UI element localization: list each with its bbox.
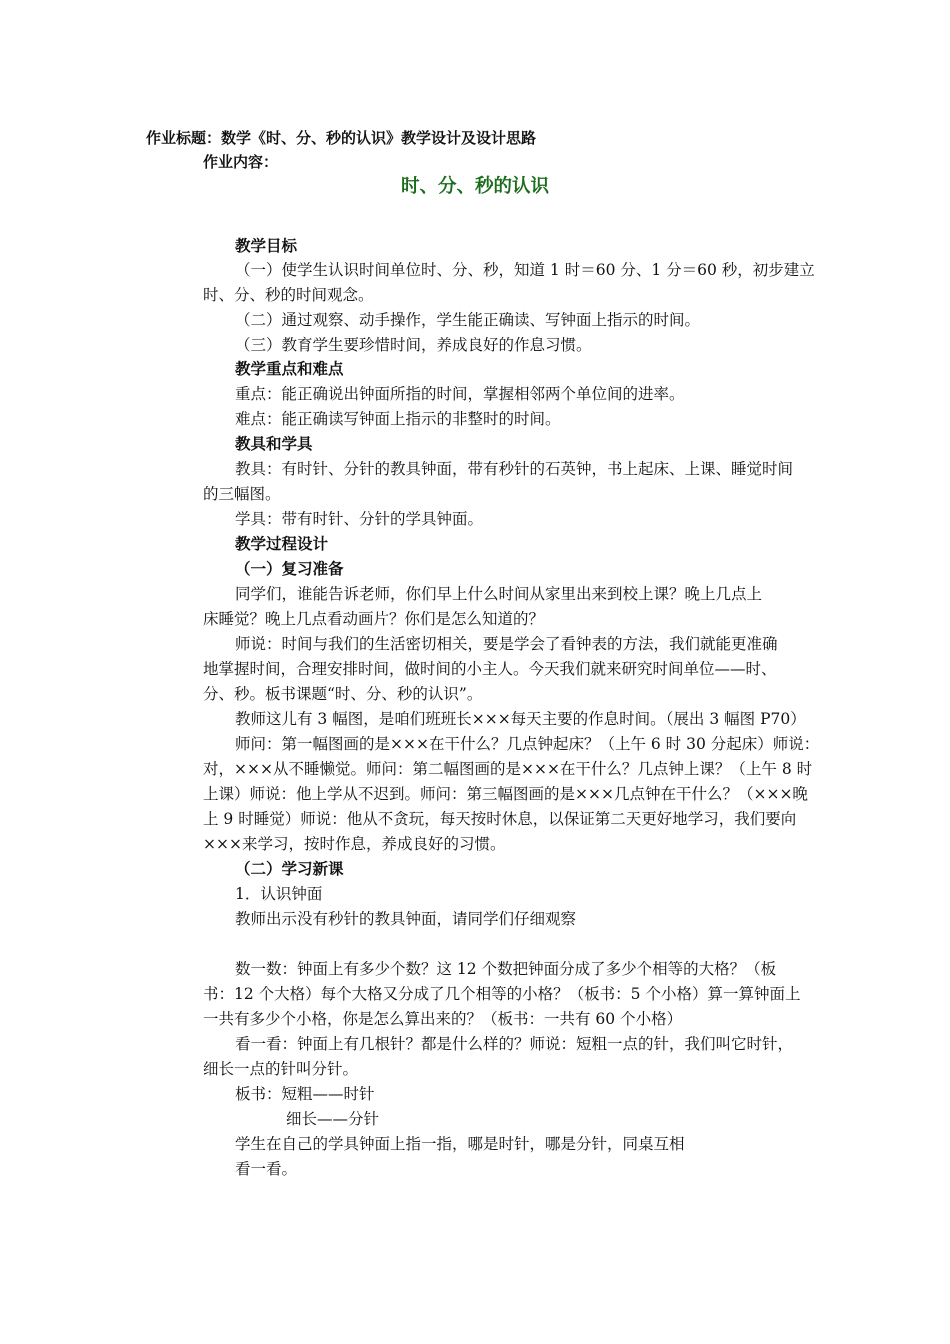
objective-3: （三）教育学生要珍惜时间，养成良好的作息习惯。 bbox=[235, 336, 592, 354]
review-p4-line-1: 师问：第一幅图画的是×××在干什么？几点钟起床？（上午 6 时 30 分起床）师说： bbox=[235, 735, 820, 753]
teacher-tools-line-1: 教具：有时针、分针的教具钟面，带有秒针的石英钟，书上起床、上课、睡觉时间 bbox=[235, 460, 794, 478]
objective-1-line-2: 时、分、秒的时间观念。 bbox=[203, 286, 374, 304]
difficulty-point: 难点：能正确读写钟面上指示的非整时的时间。 bbox=[235, 410, 561, 428]
new-lesson-heading: （二）学习新课 bbox=[235, 859, 344, 878]
new-lesson-p4-line-2: 看一看。 bbox=[235, 1160, 298, 1178]
review-p2-line-1: 师说：时间与我们的生活密切相关，要是学会了看钟表的方法，我们就能更准确 bbox=[235, 635, 778, 653]
review-p1-line-1: 同学们，谁能告诉老师，你们早上什么时间从家里出来到校上课？晚上几点上 bbox=[235, 585, 763, 603]
review-p4-line-5: ×××来学习，按时作息，养成良好的习惯。 bbox=[203, 835, 506, 853]
review-p4-line-4: 上 9 时睡觉）师说：他从不贪玩，每天按时休息，以保证第二天更好地学习，我们要向 bbox=[203, 810, 797, 828]
new-lesson-p2-line-3: 一共有多少个小格，你是怎么算出来的？（板书：一共有 60 个小格） bbox=[203, 1010, 683, 1028]
board-note-2: 细长——分针 bbox=[286, 1110, 380, 1128]
review-p3: 教师这儿有 3 幅图，是咱们班班长×××每天主要的作息时间。（展出 3 幅图 P70） bbox=[235, 710, 806, 728]
assignment-title: 作业标题：数学《时、分、秒的认识》教学设计及设计思路 bbox=[146, 129, 537, 147]
new-lesson-sub-1: 1．认识钟面 bbox=[235, 885, 323, 903]
tools-heading: 教具和学具 bbox=[235, 434, 313, 453]
objective-2: （二）通过观察、动手操作，学生能正确读、写钟面上指示的时间。 bbox=[235, 311, 701, 329]
key-point: 重点：能正确说出钟面所指的时间，掌握相邻两个单位间的进率。 bbox=[235, 385, 685, 403]
review-heading: （一）复习准备 bbox=[235, 559, 344, 578]
key-points-heading: 教学重点和难点 bbox=[235, 359, 344, 378]
student-tools: 学具：带有时针、分针的学具钟面。 bbox=[235, 510, 484, 528]
review-p1-line-2: 床睡觉？晚上几点看动画片？你们是怎么知道的？ bbox=[203, 610, 545, 628]
review-p4-line-3: 上课）师说：他上学从不迟到。师问：第三幅图画的是×××几点钟在干什么？（×××晚 bbox=[203, 785, 808, 803]
board-note-1: 板书：短粗——时针 bbox=[235, 1085, 375, 1103]
teacher-tools-line-2: 的三幅图。 bbox=[203, 485, 281, 503]
review-p4-line-2: 对，×××从不睡懒觉。师问：第二幅图画的是×××在干什么？几点钟上课？（上午 8 时 bbox=[203, 760, 813, 778]
new-lesson-p3-line-2: 细长一点的针叫分针。 bbox=[203, 1060, 359, 1078]
document-title: 时、分、秒的认识 bbox=[400, 176, 549, 197]
review-p2-line-2: 地掌握时间，合理安排时间，做时间的小主人。今天我们就来研究时间单位——时、 bbox=[203, 660, 777, 678]
objectives-heading: 教学目标 bbox=[235, 236, 298, 255]
new-lesson-p1: 教师出示没有秒针的教具钟面，请同学们仔细观察 bbox=[235, 910, 577, 928]
objective-1-line-1: （一）使学生认识时间单位时、分、秒，知道 1 时＝60 分、1 分＝60 秒，初步建立 bbox=[235, 261, 815, 279]
new-lesson-p2-line-1: 数一数：钟面上有多少个数？这 12 个数把钟面分成了多少个相等的大格？（板 bbox=[235, 960, 777, 978]
review-p2-line-3: 分、秒。板书课题“时、分、秒的认识”。 bbox=[203, 685, 483, 703]
new-lesson-p2-line-2: 书：12 个大格）每个大格又分成了几个相等的小格？（板书：5 个小格）算一算钟面上 bbox=[203, 985, 801, 1003]
new-lesson-p3-line-1: 看一看：钟面上有几根针？都是什么样的？师说：短粗一点的针，我们叫它时针， bbox=[235, 1035, 794, 1053]
assignment-content-label: 作业内容： bbox=[203, 153, 279, 171]
new-lesson-p4-line-1: 学生在自己的学具钟面上指一指，哪是时针，哪是分针，同桌互相 bbox=[235, 1135, 685, 1153]
process-heading: 教学过程设计 bbox=[235, 534, 329, 553]
